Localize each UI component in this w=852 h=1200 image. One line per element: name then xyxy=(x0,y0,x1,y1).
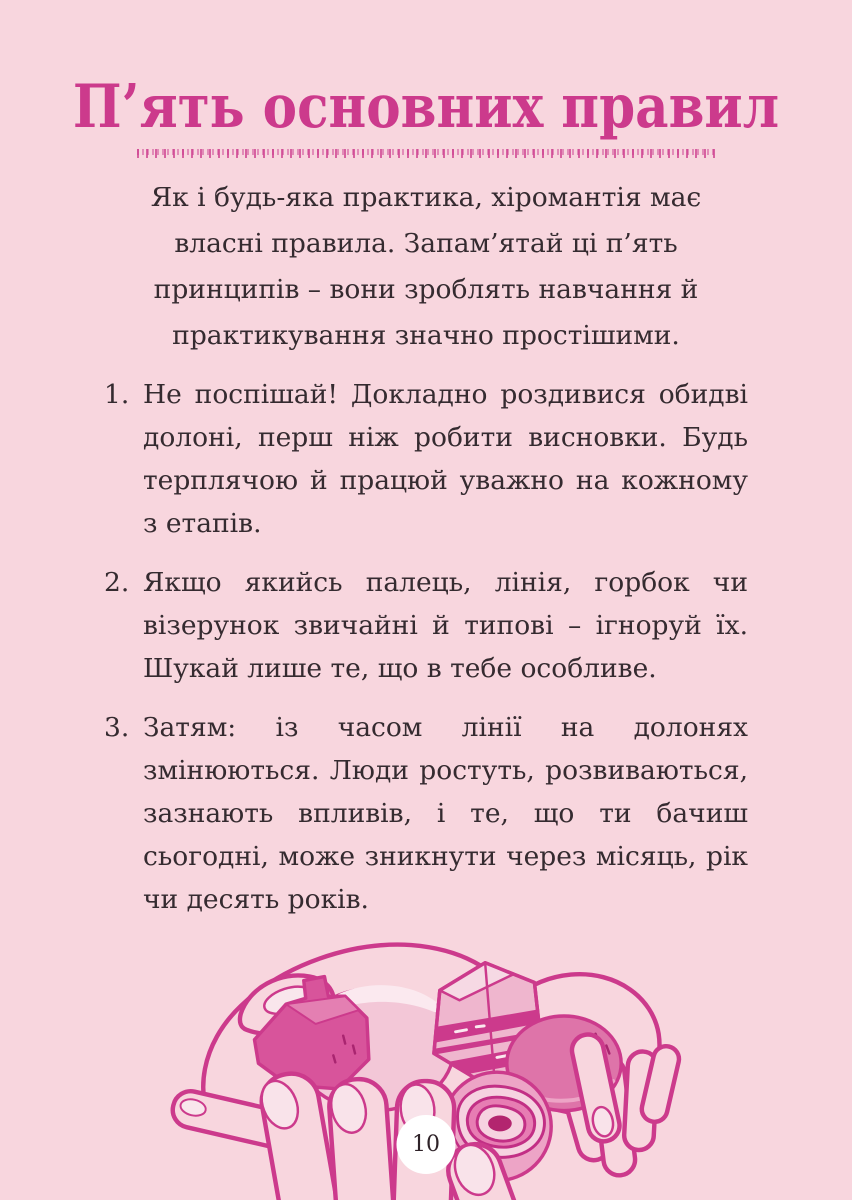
rule-text: Не поспішай! Докладно роздивися обидві долоні, перш ніж робити висновки. Будь терплячою й працюй уважно на кожному з етапів. xyxy=(143,379,748,539)
page-number: 10 xyxy=(412,1132,440,1157)
rule-text: Якщо якийсь палець, лінія, горбок чи візерунок звичайні й типові – ігноруй їх. Шукай лише те, що в тебе особливе. xyxy=(143,567,748,684)
rule-item-1 xyxy=(104,373,748,545)
rule-number: 3. xyxy=(104,712,130,743)
page-number-badge xyxy=(397,1115,456,1174)
page-header xyxy=(0,0,852,158)
rule-number: 2. xyxy=(104,567,130,598)
rules-list xyxy=(0,373,852,921)
left-hand-grip-finger xyxy=(326,1077,396,1200)
rule-number: 1. xyxy=(104,379,130,410)
title-underline-decoration xyxy=(137,149,715,158)
rule-text: Затям: із часом лінії на долонях змінюються. Люди ростуть, розвиваються, зазнають впливів, і те, що ти бачиш сьогодні, може зникнути через місяць, рік чи десять років. xyxy=(143,712,748,915)
rule-item-3 xyxy=(104,706,748,921)
rule-item-2 xyxy=(104,561,748,690)
intro-paragraph: Як і будь-яка практика, хіромантія має власні правила. Запам’ятай ці п’ять принципів – вони зроблять навчання й практикування значно простішими. xyxy=(150,182,702,351)
page-title: П’ять основних правил xyxy=(72,72,780,142)
